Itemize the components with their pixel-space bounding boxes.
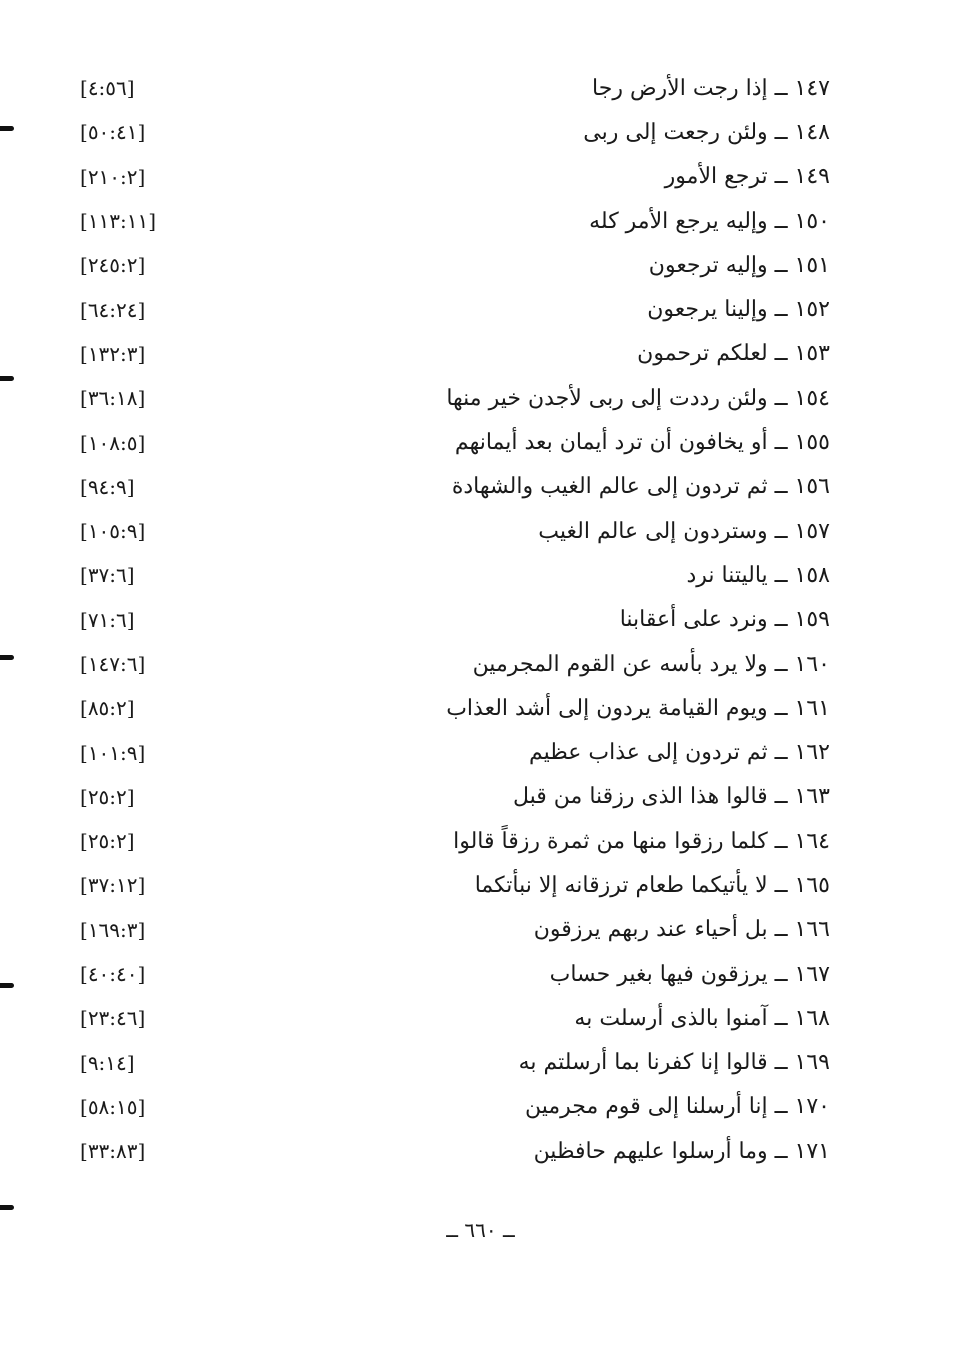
verse-entry: [80, 686, 830, 730]
edge-mark: [0, 983, 14, 988]
verse-reference: [٣٧:١٢]: [80, 873, 146, 898]
verse-text: ١٦٥ ــ لا يأتيكما طعام ترزقانه إلا نبأتكما: [474, 872, 830, 898]
verse-list: [80, 66, 830, 1173]
verse-text: ١٤٩ ــ ترجع الأمور: [664, 164, 830, 190]
verse-entry: [80, 642, 830, 686]
verse-entry: [80, 376, 830, 420]
verse-reference: [٢٥:٢]: [80, 784, 135, 809]
verse-entry: [80, 952, 830, 996]
verse-text: ١٧٠ ــ إنا أرسلنا إلى قوم مجرمين: [525, 1094, 830, 1120]
edge-mark: [0, 126, 14, 131]
verse-reference: [٧١:٦]: [80, 607, 135, 632]
verse-text: ١٦٨ ــ آمنوا بالذى أرسلت به: [574, 1005, 830, 1031]
verse-reference: [٢٥:٢]: [80, 829, 135, 854]
verse-reference: [١٤٧:٦]: [80, 652, 146, 676]
verse-text: ١٥٦ ــ ثم تردون إلى عالم الغيب والشهادة: [451, 474, 830, 500]
verse-reference: [٣٧:٦]: [80, 563, 135, 588]
verse-entry: [80, 775, 830, 819]
verse-text: ١٦٣ ــ قالوا هذا الذى رزقنا من قبل: [513, 784, 830, 810]
verse-entry: [80, 553, 830, 597]
verse-entry: [80, 730, 830, 774]
verse-reference: [٦٤:٢٤]: [80, 297, 146, 322]
verse-entry: [80, 509, 830, 553]
verse-reference: [٩:١٤]: [80, 1050, 135, 1075]
edge-mark: [0, 376, 14, 381]
verse-entry: [80, 243, 830, 287]
verse-reference: [١٣٢:٣]: [80, 341, 146, 366]
verse-text: ١٤٨ ــ ولئن رجعت إلى ربى: [583, 119, 830, 145]
verse-entry: [80, 287, 830, 331]
verse-reference: [٨٥:٢]: [80, 696, 135, 721]
verse-entry: [80, 863, 830, 907]
verse-reference: [٢١٠:٢]: [80, 164, 146, 189]
verse-entry: [80, 1129, 830, 1173]
edge-mark: [0, 1205, 14, 1210]
verse-entry: [80, 1085, 830, 1129]
verse-reference: [٩٤:٩]: [80, 474, 135, 499]
edge-mark: [0, 655, 14, 660]
verse-text: ١٥٢ ــ وإلينا يرجعون: [647, 297, 830, 323]
verse-text: ١٥٥ ــ أو يخافون أن ترد أيمان بعد أيمانهم: [454, 430, 830, 456]
verse-reference: [٢٣:٤٦]: [80, 1006, 146, 1031]
verse-text: ١٦١ ــ ويوم القيامة يردون إلى أشد العذاب: [446, 695, 830, 721]
verse-reference: [٥٨:١٥]: [80, 1094, 146, 1119]
verse-reference: [٤:٥٦]: [80, 76, 135, 101]
verse-text: ١٥٩ ــ ونرد على أعقابنا: [619, 607, 830, 633]
verse-text: ١٥٣ ــ لعلكم ترحمون: [637, 341, 830, 367]
verse-text: ١٥٠ ــ وإليه يرجع الأمر كله: [589, 208, 830, 234]
verse-entry: [80, 110, 830, 154]
verse-text: ١٦٠ ــ ولا يرد بأسه عن القوم المجرمين: [472, 651, 830, 677]
verse-entry: [80, 420, 830, 464]
verse-reference: [١٠١:٩]: [80, 740, 146, 765]
verse-text: ١٥٤ ــ ولئن رددت إلى ربى لأجدن خير منها: [446, 385, 830, 411]
verse-text: ١٥٧ ــ وستردون إلى عالم الغيب: [538, 518, 830, 544]
verse-reference: [٣٣:٨٣]: [80, 1139, 146, 1164]
verse-text: ١٦٧ ــ يرزقون فيها بغير حساب: [549, 961, 830, 987]
verse-text: ١٧١ ــ وما أرسلوا عليهم حافظين: [533, 1138, 830, 1164]
verse-entry: [80, 598, 830, 642]
verse-reference: [٥٠:٤١]: [80, 120, 146, 145]
verse-entry: [80, 819, 830, 863]
verse-entry: [80, 996, 830, 1040]
verse-text: ١٥١ ــ وإليه ترجعون: [648, 252, 830, 278]
verse-reference: [١٠٨:٥]: [80, 430, 146, 455]
verse-entry: [80, 908, 830, 952]
verse-reference: [٢٤٥:٢]: [80, 253, 146, 278]
verse-reference: [١١٣:١١]: [80, 209, 157, 234]
verse-entry: [80, 332, 830, 376]
page-number: ــ ٦٦٠ ــ: [446, 1218, 515, 1242]
verse-entry: [80, 1041, 830, 1085]
verse-text: ١٤٧ ــ إذا رجت الأرض رجا: [592, 75, 830, 101]
verse-reference: [٣٦:١٨]: [80, 386, 146, 411]
verse-entry: [80, 465, 830, 509]
verse-entry: [80, 155, 830, 199]
verse-text: ١٦٩ ــ قالوا إنا كفرنا بما أرسلتم به: [518, 1050, 830, 1076]
verse-text: ١٦٦ ــ بل أحياء عند ربهم يرزقون: [533, 917, 830, 943]
verse-reference: [١٦٩:٣]: [80, 917, 146, 942]
verse-text: ١٦٤ ــ كلما رزقوا منها من ثمرة رزقاً قالوا: [453, 828, 830, 854]
verse-reference: [١٠٥:٩]: [80, 519, 146, 544]
verse-reference: [٤٠:٤٠]: [80, 962, 146, 987]
verse-text: ١٦٢ ــ ثم تردون إلى عذاب عظيم: [528, 740, 830, 766]
verse-entry: [80, 66, 830, 110]
verse-text: ١٥٨ ــ ياليتنا نرد: [686, 562, 830, 588]
verse-entry: [80, 199, 830, 243]
